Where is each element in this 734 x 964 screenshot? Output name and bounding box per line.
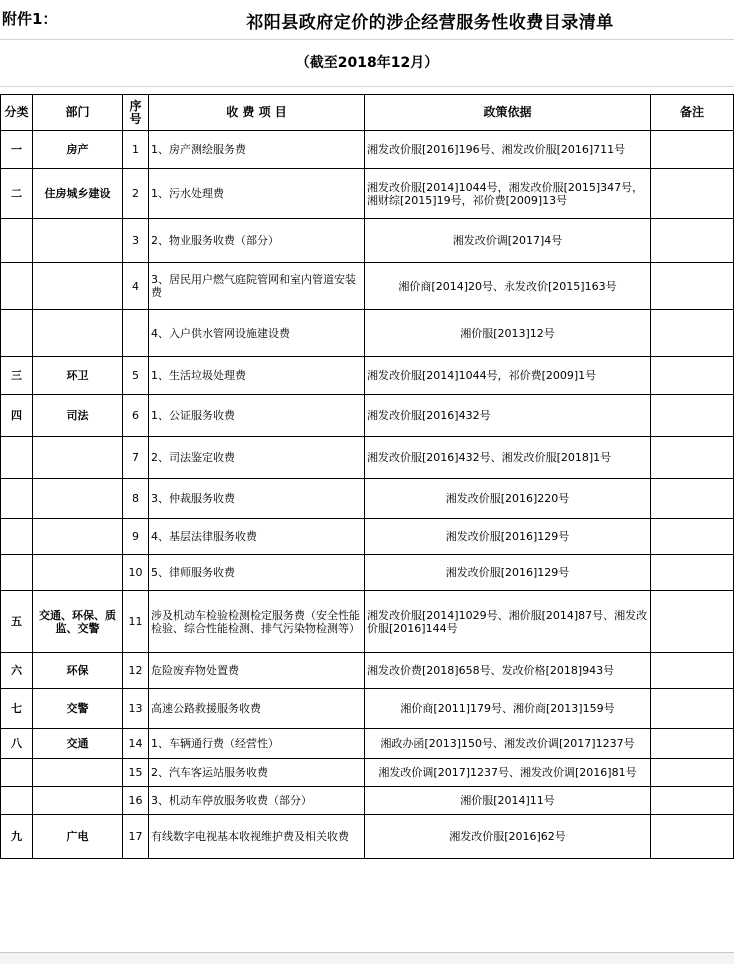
note-cell <box>651 131 734 169</box>
basis-cell: 湘发改价服[2016]129号 <box>365 555 651 591</box>
department-cell <box>33 479 123 519</box>
basis-cell: 湘发改价费[2018]658号、发改价格[2018]943号 <box>365 653 651 689</box>
category-cell: 三 <box>1 357 33 395</box>
category-cell: 八 <box>1 729 33 759</box>
category-cell: 六 <box>1 653 33 689</box>
category-cell: 七 <box>1 689 33 729</box>
department-cell: 房产 <box>33 131 123 169</box>
basis-cell: 湘政办函[2013]150号、湘发改价调[2017]1237号 <box>365 729 651 759</box>
basis-cell: 湘价商[2011]179号、湘价商[2013]159号 <box>365 689 651 729</box>
item-cell: 涉及机动车检验检测检定服务费（安全性能检验、综合性能检测、排气污染物检测等） <box>149 591 365 653</box>
seq-cell: 5 <box>123 357 149 395</box>
note-cell <box>651 653 734 689</box>
item-cell: 5、律师服务收费 <box>149 555 365 591</box>
seq-cell: 13 <box>123 689 149 729</box>
department-cell <box>33 437 123 479</box>
sheet-gridline <box>0 86 734 87</box>
department-cell <box>33 787 123 815</box>
title-bar <box>0 0 734 40</box>
table-row <box>1 591 734 653</box>
item-cell: 1、房产测绘服务费 <box>149 131 365 169</box>
note-cell <box>651 357 734 395</box>
seq-cell: 7 <box>123 437 149 479</box>
category-cell <box>1 263 33 310</box>
category-cell: 一 <box>1 131 33 169</box>
note-cell <box>651 437 734 479</box>
annex-label: 附件1： <box>2 10 58 28</box>
seq-cell: 6 <box>123 395 149 437</box>
seq-cell: 8 <box>123 479 149 519</box>
item-cell: 有线数字电视基本收视维护费及相关收费 <box>149 815 365 859</box>
seq-cell: 1 <box>123 131 149 169</box>
note-cell <box>651 310 734 357</box>
department-cell <box>33 219 123 263</box>
department-cell <box>33 759 123 787</box>
seq-cell: 14 <box>123 729 149 759</box>
item-cell: 1、公证服务收费 <box>149 395 365 437</box>
table-row <box>1 519 734 555</box>
basis-cell: 湘发改价调[2017]1237号、湘发改价调[2016]81号 <box>365 759 651 787</box>
department-cell: 司法 <box>33 395 123 437</box>
table-row <box>1 169 734 219</box>
column-header-basis: 政策依据 <box>365 95 651 131</box>
seq-cell <box>123 310 149 357</box>
basis-cell: 湘发改价服[2016]62号 <box>365 815 651 859</box>
category-cell: 四 <box>1 395 33 437</box>
table-row <box>1 131 734 169</box>
seq-cell: 12 <box>123 653 149 689</box>
item-cell: 1、污水处理费 <box>149 169 365 219</box>
table-row <box>1 759 734 787</box>
note-cell <box>651 263 734 310</box>
table-row <box>1 555 734 591</box>
seq-cell: 15 <box>123 759 149 787</box>
table-row <box>1 219 734 263</box>
category-cell <box>1 219 33 263</box>
basis-cell: 湘发改价服[2014]1029号、湘价服[2014]87号、湘发改价服[2016]144号 <box>365 591 651 653</box>
item-cell: 2、司法鉴定收费 <box>149 437 365 479</box>
category-cell <box>1 437 33 479</box>
basis-cell: 湘发改价服[2016]432号、湘发改价服[2018]1号 <box>365 437 651 479</box>
item-cell: 3、机动车停放服务收费（部分） <box>149 787 365 815</box>
table-row <box>1 310 734 357</box>
item-cell: 1、车辆通行费（经营性） <box>149 729 365 759</box>
seq-cell: 2 <box>123 169 149 219</box>
basis-cell: 湘价服[2014]11号 <box>365 787 651 815</box>
table-row <box>1 689 734 729</box>
item-cell: 3、仲裁服务收费 <box>149 479 365 519</box>
table-row <box>1 479 734 519</box>
basis-cell: 湘价服[2013]12号 <box>365 310 651 357</box>
note-cell <box>651 787 734 815</box>
department-cell <box>33 555 123 591</box>
basis-cell: 湘发改价服[2014]1044号，湘发改价服[2015]347号，湘财综[2015]19号，祁价费[2009]13号 <box>365 169 651 219</box>
table-row <box>1 729 734 759</box>
table-row <box>1 395 734 437</box>
note-cell <box>651 519 734 555</box>
note-cell <box>651 729 734 759</box>
item-cell: 2、汽车客运站服务收费 <box>149 759 365 787</box>
seq-cell: 11 <box>123 591 149 653</box>
basis-cell: 湘价商[2014]20号、永发改价[2015]163号 <box>365 263 651 310</box>
department-cell: 交警 <box>33 689 123 729</box>
seq-cell: 16 <box>123 787 149 815</box>
column-header-department: 部门 <box>33 95 123 131</box>
department-cell <box>33 519 123 555</box>
category-cell <box>1 759 33 787</box>
item-cell: 危险废弃物处置费 <box>149 653 365 689</box>
note-cell <box>651 169 734 219</box>
basis-cell: 湘发改价服[2016]220号 <box>365 479 651 519</box>
category-cell <box>1 555 33 591</box>
category-cell: 五 <box>1 591 33 653</box>
seq-cell: 9 <box>123 519 149 555</box>
category-cell <box>1 479 33 519</box>
department-cell: 交通 <box>33 729 123 759</box>
table-row <box>1 815 734 859</box>
department-cell <box>33 263 123 310</box>
note-cell <box>651 479 734 519</box>
column-header-note: 备注 <box>651 95 734 131</box>
basis-cell: 湘发改价服[2016]196号、湘发改价服[2016]711号 <box>365 131 651 169</box>
blank-sheet-area <box>0 866 734 953</box>
department-cell: 广电 <box>33 815 123 859</box>
document-subtitle: （截至2018年12月） <box>295 55 439 71</box>
department-cell: 交通、环保、质监、交警 <box>33 591 123 653</box>
department-cell: 环保 <box>33 653 123 689</box>
column-header-category: 分类 <box>1 95 33 131</box>
note-cell <box>651 395 734 437</box>
note-cell <box>651 555 734 591</box>
basis-cell: 湘发改价调[2017]4号 <box>365 219 651 263</box>
sheet-bottom-strip <box>0 953 734 964</box>
note-cell <box>651 219 734 263</box>
document-title: 祁阳县政府定价的涉企经营服务性收费目录清单 <box>246 13 614 33</box>
basis-cell: 湘发改价服[2016]129号 <box>365 519 651 555</box>
note-cell <box>651 689 734 729</box>
note-cell <box>651 815 734 859</box>
department-cell: 住房城乡建设 <box>33 169 123 219</box>
item-cell: 高速公路救援服务收费 <box>149 689 365 729</box>
seq-cell: 17 <box>123 815 149 859</box>
category-cell <box>1 519 33 555</box>
department-cell: 环卫 <box>33 357 123 395</box>
table-row <box>1 357 734 395</box>
table-header-row <box>1 95 734 131</box>
table-row <box>1 437 734 479</box>
item-cell: 2、物业服务收费（部分） <box>149 219 365 263</box>
item-cell: 1、生活垃圾处理费 <box>149 357 365 395</box>
note-cell <box>651 591 734 653</box>
fee-catalog-table <box>0 94 734 859</box>
item-cell: 3、居民用户燃气庭院管网和室内管道安装费 <box>149 263 365 310</box>
item-cell: 4、基层法律服务收费 <box>149 519 365 555</box>
table-row <box>1 787 734 815</box>
category-cell <box>1 787 33 815</box>
seq-cell: 10 <box>123 555 149 591</box>
seq-cell: 4 <box>123 263 149 310</box>
category-cell <box>1 310 33 357</box>
category-cell: 二 <box>1 169 33 219</box>
department-cell <box>33 310 123 357</box>
basis-cell: 湘发改价服[2014]1044号，祁价费[2009]1号 <box>365 357 651 395</box>
table-row <box>1 653 734 689</box>
column-header-item: 收 费 项 目 <box>149 95 365 131</box>
category-cell: 九 <box>1 815 33 859</box>
table-row <box>1 263 734 310</box>
column-header-seq: 序号 <box>123 95 149 131</box>
item-cell: 4、入户供水管网设施建设费 <box>149 310 365 357</box>
note-cell <box>651 759 734 787</box>
basis-cell: 湘发改价服[2016]432号 <box>365 395 651 437</box>
seq-cell: 3 <box>123 219 149 263</box>
